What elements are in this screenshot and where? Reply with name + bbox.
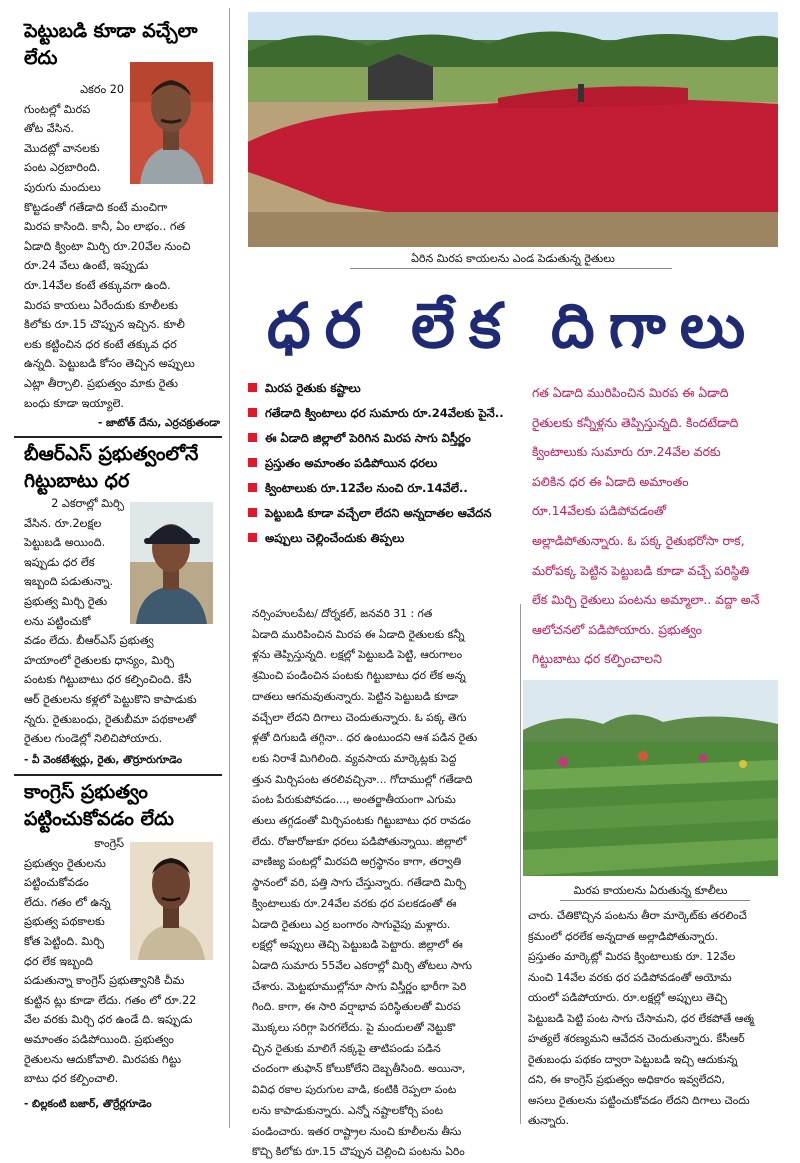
sidebar-story3-byline: - బిల్లకంటి బజార్, తొర్రేర్లగూడెం — [24, 1098, 152, 1110]
pink-summary: గత ఏడాది మురిపించిన మిరప ఈ ఏడాది రైతులకు కన్నీళ్లను తెప్పిస్తున్నది. కిందటేడాది క్వింటాలుకు సుమారు రూ.24వేల వరకు పలికిన ధర ఈ ఏడాది అమాంతం రూ.14వేలకు పడిపోవడంతో అల్లాడిపోతున్నారు. ఓ పక్క రైతుభరోసా రాక, మరోపక్క పెట్టిన పెట్టుబడి కూడా వచ్చే పరిస్థితి లేక మిర్చి రైతులు పంటను అమ్మాలా.. వద్దా అనే ఆలోచనలో పడిపోయారు. ప్రభుత్వం గిట్టుబాటు ధర కల్పించాలని — [532, 385, 760, 667]
bullet-item: ప్రస్తుతం అమాంతం పడిపోయిన ధరలు — [248, 453, 510, 473]
chilli-drying-photo — [248, 12, 778, 247]
bullet-item: అప్పులు చెల్లించేందుకు తిప్పలు — [248, 528, 510, 548]
bullet-item: పెట్టుబడి కూడా వచ్చేలా లేదని అన్నదాతల ఆవేదన — [248, 503, 510, 523]
bullet-item: మిరప రైతుకు కష్టాలు — [248, 378, 510, 398]
second-photo-caption: మిరప కాయలను ఏరుతున్న కూలీలు — [573, 884, 728, 897]
column-divider — [520, 604, 521, 1124]
body-column-1: నర్సింహులపేట/ దోర్నకల్, జనవరి 31 : గత ఏడాది మురిపించిన మిరప ఈ ఏడాది రైతులకు కన్నీ ళ్లను తెప్పిస్తున్నది. లక్షల్లో పెట్టుబడి పెట్టి, ఆరుగాలం శ్రమించి పండించిన పంటకు గిట్టుబాటు ధర లేక అన్న దాతలు ఆగమవుతున్నారు. పెట్టిన పెట్టుబడి కూడా వచ్చేలా లేదని దిగాలు చెందుతున్నారు. ఓ పక్క తెగు ళ్లతో దిగుబడి తగ్గినా.. ధర ఉంటుందని ఆశ పడిన రైతు లకు నిరాశే మిగిలింది. వ్యవసాయ మార్కెట్లకు పెద్ద త్తున మిర్చిపంట తరలివచ్చినా... గోదాముల్లో గతేడాది పంట పేరుకుపోవడం..., అంతర్జాతీయంగా ఎగుమ తులు తగ్గడంతో మిర్చిపంటకు గిట్టుబాటు ధర రావడం లేదు. రోజురోజుకూ ధరలు పడిపోతున్నాయి. జిల్లాలో వాణిజ్య పంటల్లో మిరపది అగ్రస్థానం కాగా, తర్వాతి స్థానంలో వరి, పత్తి సాగు చేస్తున్నారు. గతేడాది మిర్చి క్వింటాలుకు రూ.24వేల వరకు ధర పలకడంతో ఈ ఏడాది రైతులు ఎర్ర బంగారం సాగువైపు మళ్లారు. లక్షల్లో అప్పులు తెచ్చి పెట్టుబడి పెట్టారు. జిల్లాలో ఈ ఏడాది సుమారు 55వేల ఎకరాల్లో మిర్చి తోటలు సాగు చేశారు. మెట్టభూముల్లోనూ సాగు విస్తీర్ణం భారీగా పెరి గింది. కాగా, ఈ సారి వర్షాభావ పరిస్థితులతో మిరప మొక్కలు సరిగ్గా పెరగలేదు. పై మందులతో నెట్టుకొ చ్చిన రైతుకు మాలిగే నక్కపై తాటిపండు పడిన చందంగా తుఫాన్ కోలుకోలేని దెబ్బతీసింది. అయినా, వివిధ రకాల పురుగుల వాడి, కంటికి రెప్పలా పంట లను కాపాడుకున్నారు. ఎన్నో నష్టాలకోర్చి పంట పండించారు. ఇతర రాష్ట్రాల నుంచి కూలీలను తీసు కొచ్చి కిలోకు రూ.15 చొప్పున చెల్లించి పంటను ఏరిం — [252, 607, 478, 1159]
bullet-item: గతేడాది క్వింటాలు ధర సుమారు రూ.24వేలకు పైనే.. — [248, 403, 510, 423]
headline: ధర లేక దిగాలు — [266, 289, 760, 362]
divider — [14, 436, 222, 438]
chilli-picking-photo — [523, 680, 778, 876]
sidebar-story2-title: బీఆర్ఎస్ ప్రభుత్వంలోనే గిట్టుబాటు ధర — [24, 443, 199, 492]
sidebar-story1-byline: - జాటోత్ దేను, ఎర్రచక్రుతండా — [98, 417, 220, 429]
divider — [14, 774, 222, 776]
sidebar-story3-body: కాంగ్రెస్ ప్రభుత్వం రైతులను పట్టించుకోవడం లేదు. గతం లో ఉన్న ప్రభుత్వ పథకాలకు కోత పెట్టింది. మిర్చి ధర లేక ఇబ్బంది పడుతున్నా కాంగ్రెస్ ప్రభుత్వానికి చీమ కుట్టిన ట్లు కూడా లేదు. గతం లో రూ.22 వేల వరకు మిర్చి ధర ఉండే ది. ఇప్పుడు అమాంతం పడిపోయింది. ప్రభుత్వం రైతులను ఆదుకోవాలి. మిరపకు గిట్టు బాటు ధర కల్పించాలి. — [24, 837, 197, 1086]
bullet-item: ఈ ఏడాది జిల్లాలో పెరిగిన మిరప సాగు విస్తీర్ణం — [248, 428, 510, 448]
sidebar-story1-body: ఎకరం 20 గుంటల్లో మిరప తోట వేసిన. మొదట్లో వానలకు పంట ఎర్రబారింది. పురుగు మందులు కొట్టడంతో గతేడాది కంటే మంచిగా మిరప కాసింది. కానీ, ఏం లాభం.. గత ఏడాది క్వింటా మిర్చి రూ.20వేల నుంచి రూ.24 వేలు ఉంటే, ఇప్పుడు రూ.14వేల కంటే తక్కువగా ఉంది. మిరప కాయలు ఏరేందుకు కూలీలకు కిలోకు రూ.15 చొప్పున ఇచ్చిన. కూలీ లకు కట్టించిన ధర కంటే తక్కువ ధర ఉన్నది. పెట్టుబడి కోసం తెచ్చిన అప్పులు ఎట్లా తీర్చాలి. ప్రభుత్వం మాకు రైతు బంధు కూడా ఇయ్యాలె. — [24, 83, 195, 410]
caption-rule — [560, 900, 750, 901]
top-photo-caption: ఏరిన మిరప కాయలను ఎండ పెడుతున్న రైతులు — [411, 252, 615, 265]
sidebar-story1-title: పెట్టుబడి కూడా వచ్చేలా లేదు — [24, 20, 198, 69]
column-divider — [229, 8, 230, 1128]
sidebar-story3-title: కాంగ్రెస్ ప్రభుత్వం పట్టించుకోవడం లేదు — [24, 781, 175, 830]
caption-rule — [350, 268, 672, 269]
body-column-2: చారు. చేతికొచ్చిన పంటను తీరా మార్కెట్‌కు తరలించే క్రమంలో ధరలేక అన్నదాత అల్లాడిపోతున్నారు. ప్రస్తుతం మార్కెట్లో మిరప క్వింటాలుకు రూ. 12వేల నుంచి 14వేల వరకు ధర పడిపోవడంతో అయోమ యంలో పడిపోయారు. రూ.లక్షల్లో అప్పులు తెచ్చి పెట్టుబడి పెట్టి పంట సాగు చేసామని, ధర లేకపోతే ఆత్మ హత్యలే శరణ్యమని ఆవేదన చెందుతున్నారు. కేసీఆర్ రైతుబంధు పథకం ద్వారా పెట్టుబడి ఇచ్చి ఆదుకున్న దని, ఈ కాంగ్రెస్ ప్రభుత్వం అధికారం ఇవ్వలేదని, అసలు రైతులను పట్టించుకోవడం లేదని దిగాలు చెందు తున్నారు. — [528, 909, 754, 1127]
sidebar-story2-body: 2 ఎకరాల్లో మిర్చి వేసిన. రూ.2లక్షల పెట్టుబడి అయింది. ఇప్పుడు ధర లేక ఇబ్బంది పడుతున్నా. ప్రభుత్వ మిర్చి రైతు లను పట్టించుకో వడం లేదు. బీఆర్ఎస్ ప్రభుత్వ హయాంలో రైతులకు ధాన్యం, మిర్చి పంటకు గిట్టుబాటు ధర కల్పించింది. కేసీ ఆర్ రైతులను కళ్లలో పెట్టుకొని కాపాడుకు న్నరు. రైతుబంధు, రైతుబీమా పథకాలతో రైతుల గుండెల్లో నిలిచిపోయారు. — [24, 497, 197, 746]
bullet-list — [248, 378, 510, 553]
bullet-item: క్వింటాలుకు రూ.12వేల నుంచి రూ.14వేలే.. — [248, 478, 510, 498]
sidebar-story2-byline: - వీ వెంకటేశ్వర్లు, రైతు, తొర్రూరుగూడెం — [24, 754, 183, 766]
